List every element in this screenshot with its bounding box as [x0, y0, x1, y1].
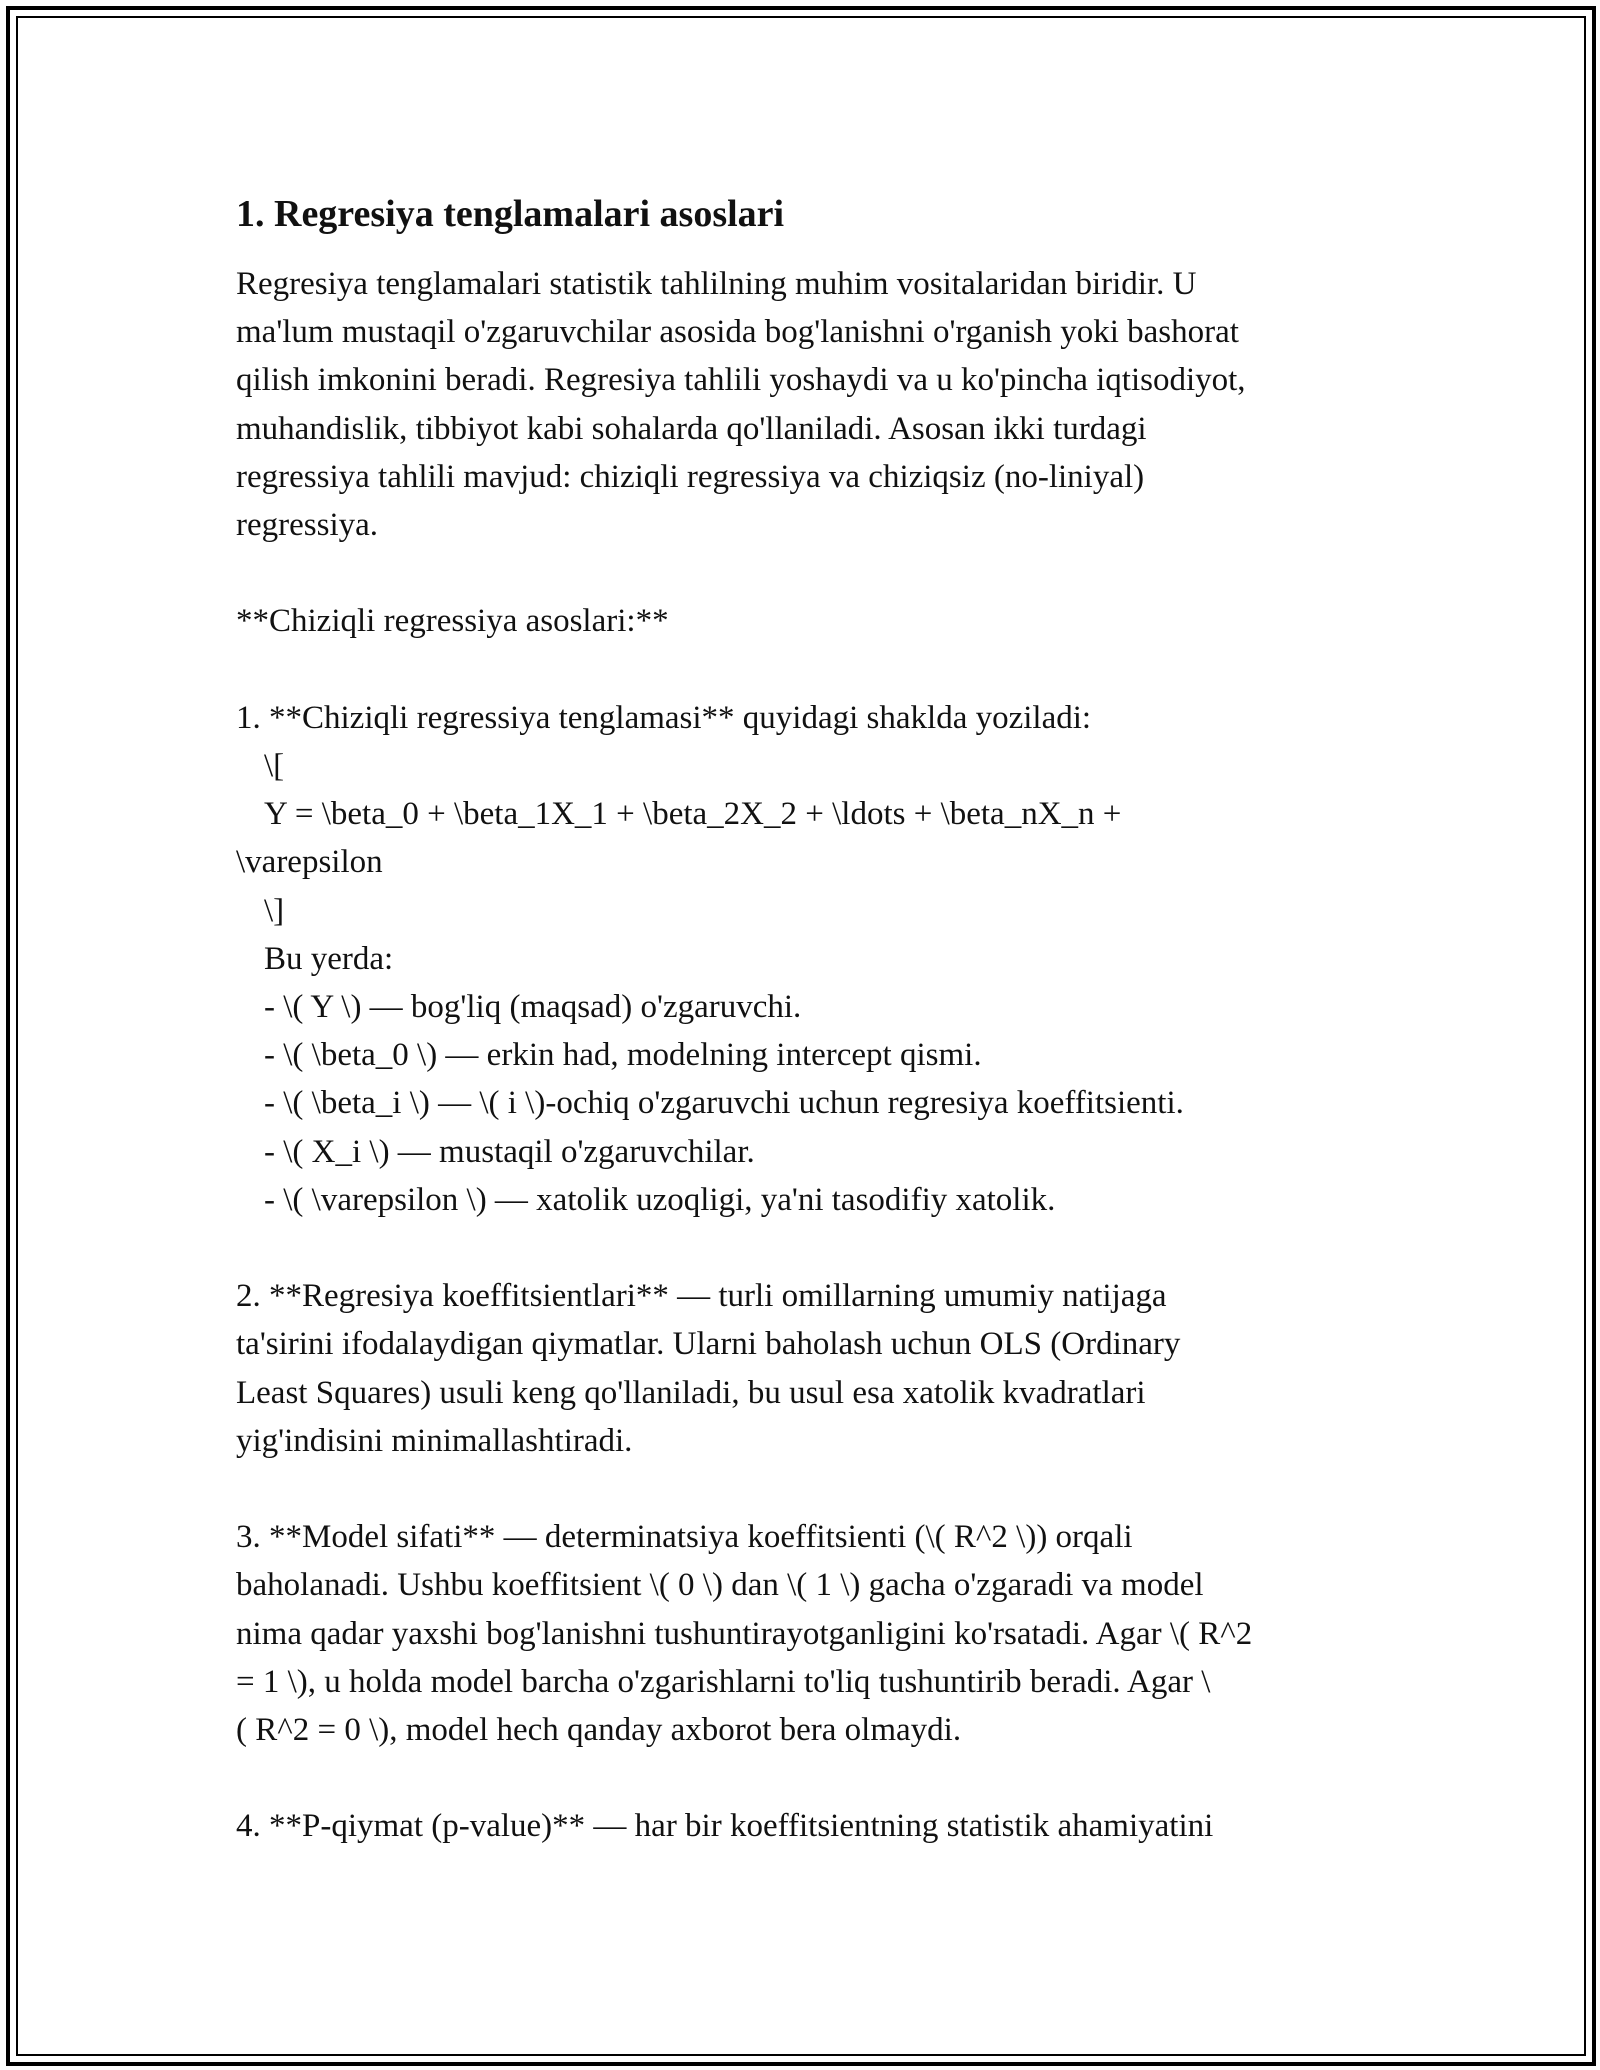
item-1-lead: 1. **Chiziqli regressiya tenglamasi** quyidagi shaklda yoziladi:	[236, 699, 1092, 736]
document-content	[236, 186, 1376, 1851]
intro-line: Regresiya tenglamalari statistik tahlilning muhim vositalaridan biridir. U	[236, 266, 1197, 302]
section-heading: 1. Regresiya tenglamalari asoslari	[236, 193, 785, 235]
intro-paragraph	[236, 260, 1376, 549]
item-3	[236, 1513, 1376, 1754]
definition-item: - \( Y \) — bog'liq (maqsad) o'zgaruvchi.	[264, 989, 802, 1026]
intro-line: regressiya.	[236, 507, 379, 544]
item-1	[236, 694, 1376, 1224]
definition-item: - \( \beta_i \) — \( i \)-ochiq o'zgaruvchi uchun regresiya koeffitsienti.	[264, 1085, 1184, 1122]
spacer	[236, 1465, 1376, 1513]
subheading: **Chiziqli regressiya asoslari:**	[236, 603, 669, 640]
definition-item: - \( \varepsilon \) — xatolik uzoqligi, ya'ni tasodifiy xatolik.	[264, 1181, 1056, 1218]
spacer	[236, 1754, 1376, 1802]
item-4-line: 4. **P-qiymat (p-value)** — har bir koeffitsientning statistik ahamiyatini	[236, 1808, 1214, 1845]
item-2-line: yig'indisini minimallashtiradi.	[236, 1422, 633, 1459]
spacer	[236, 549, 1376, 597]
formula-close: \]	[264, 892, 285, 929]
item-3-line: nima qadar yaxshi bog'lanishni tushuntirayotganligini ko'rsatadi. Agar \( R^2	[236, 1615, 1253, 1652]
formula-line: Y = \beta_0 + \beta_1X_1 + \beta_2X_2 + \ldots + \beta_nX_n +	[264, 796, 1122, 833]
spacer	[236, 646, 1376, 694]
intro-line: ma'lum mustaqil o'zgaruvchilar asosida bog'lanishni o'rganish yoki bashorat	[236, 314, 1239, 351]
definition-item: - \( X_i \) — mustaqil o'zgaruvchilar.	[264, 1133, 755, 1170]
item-3-line: = 1 \), u holda model barcha o'zgarishlarni to'liq tushuntirib beradi. Agar \	[236, 1663, 1211, 1700]
formula-open: \[	[264, 748, 285, 784]
item-2	[236, 1272, 1376, 1465]
item-3-line: baholanadi. Ushbu koeffitsient \( 0 \) dan \( 1 \) gacha o'zgaradi va model	[236, 1567, 1204, 1604]
intro-line: muhandislik, tibbiyot kabi sohalarda qo'llaniladi. Asosan ikki turdagi	[236, 410, 1147, 447]
where-label: Bu yerda:	[264, 940, 394, 977]
item-3-line: ( R^2 = 0 \), model hech qanday axborot bera olmaydi.	[236, 1712, 962, 1749]
definition-item: - \( \beta_0 \) — erkin had, modelning intercept qismi.	[264, 1037, 982, 1074]
formula-line-wrap: \varepsilon	[236, 844, 383, 881]
spacer	[236, 1224, 1376, 1272]
item-3-line: 3. **Model sifati** — determinatsiya koeffitsienti (\( R^2 \)) orqali	[236, 1519, 1133, 1556]
intro-line: regressiya tahlili mavjud: chiziqli regressiya va chiziqsiz (no-liniyal)	[236, 458, 1145, 495]
intro-line: qilish imkonini beradi. Regresiya tahlili yoshaydi va u ko'pincha iqtisodiyot,	[236, 362, 1246, 399]
item-2-line: ta'sirini ifodalaydigan qiymatlar. Ularni baholash uchun OLS (Ordinary	[236, 1326, 1181, 1363]
item-4	[236, 1802, 1376, 1850]
item-2-line: 2. **Regresiya koeffitsientlari** — turli omillarning umumiy natijaga	[236, 1278, 1167, 1315]
item-2-line: Least Squares) usuli keng qo'llaniladi, bu usul esa xatolik kvadratlari	[236, 1374, 1146, 1411]
